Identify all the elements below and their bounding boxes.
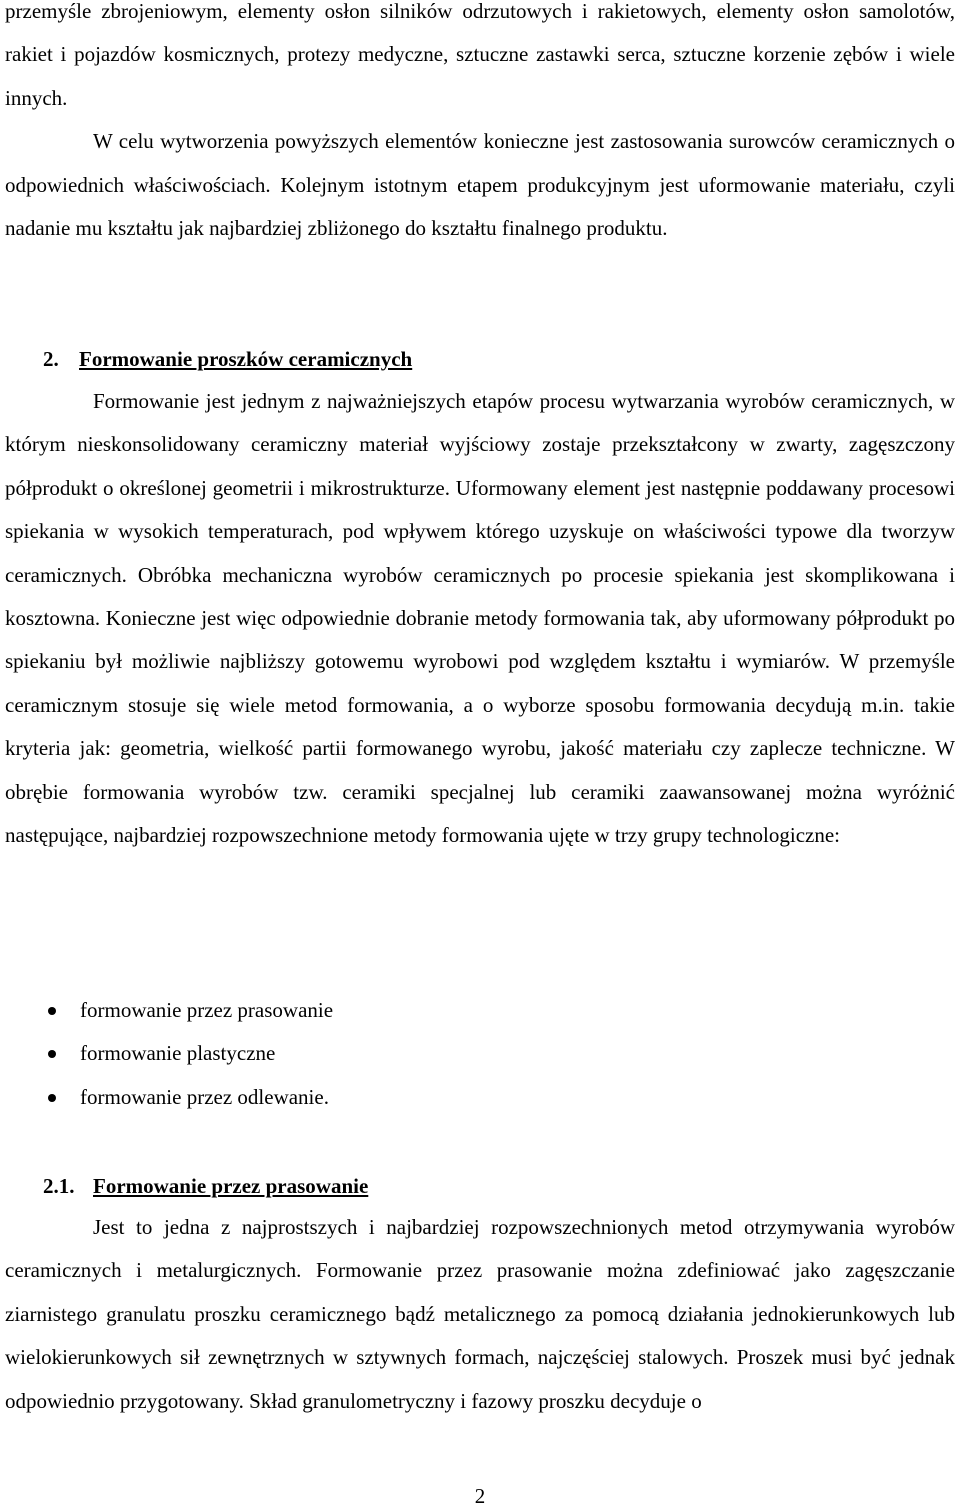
page-number: 2 [474,1484,486,1508]
list-item [5,989,955,1032]
section-2-1-paragraph: Jest to jedna z najprostszych i najbardziej rozpowszechnionych metod otrzymywania wyrobów ceramicznych i metalurgicznych. Formowanie przez prasowanie można zdefiniować jako zagęszczanie ziarnistego granulatu proszku ceramicznego bądź metalicznego za pomocą działania jednokierunkowych lub wielokierunkowych sił zewnętrznych w sztywnych formach, najczęściej stalowych. Proszek musi być jednak odpowiednio przygotowany. Skład granulometryczny i fazowy proszku decyduje o [5,1215,955,1413]
section-2-1-heading [5,1171,960,1201]
section-2-paragraph: Formowanie jest jednym z najważniejszych etapów procesu wytwarzania wyrobów ceramicznych, w którym nieskonsolidowany ceramiczny materiał wyjściowy zostaje przekształcony w zwarty, zagęszczony półprodukt o określonej geometrii i mikrostrukturze. Uformowany element jest następnie poddawany procesowi spiekania w wysokich temperaturach, pod wpływem którego uzyskuje on właściwości typowe dla tworzyw ceramicznych. Obróbka mechaniczna wyrobów ceramicznych po procesie spiekania jest skomplikowana i kosztowna. Konieczne jest więc odpowiednie dobranie metody formowania tak, aby uformowany półprodukt po spiekaniu był możliwie najbliższy gotowemu wyrobowi pod względem kształtu i wymiarów. W przemyśle ceramicznym stosuje się wiele metod formowania, a o wyborze sposobu formowania decydują m.in. takie kryteria jak: geometria, wielkość partii formowanego wyrobu, jakość materiału czy zaplecze techniczne. W obrębie formowania wyrobów tzw. ceramiki specjalnej lub ceramiki zaawansowanej można wyróżnić następujące, najbardziej rozpowszechnione metody formowania ujęte w trzy grupy technologiczne: [5,389,955,848]
section-2-title: Formowanie proszków ceramicznych [79,347,413,371]
bullet-list [5,989,955,1119]
list-item [5,1076,955,1119]
bullet-icon [48,1050,56,1058]
list-item-text: formowanie przez odlewanie. [80,1084,329,1109]
section-2-body [5,380,955,857]
intro-paragraph: przemyśle zbrojeniowym, elementy osłon silników odrzutowych i rakietowych, elementy osłon samolotów, rakiet i pojazdów kosmicznych, protezy medyczne, sztuczne zastawki serca, sztuczne korzenie zębów i wiele innych. [5,0,955,110]
section-2-1-body [5,1206,955,1423]
section-2-1-title: Formowanie przez prasowanie [93,1174,369,1198]
bullet-icon [48,1007,56,1015]
section-2-heading [5,344,960,374]
list-item-text: formowanie plastyczne [80,1041,276,1066]
intro-block [5,0,955,250]
section-2-1-number: 2.1. [43,1174,75,1198]
paragraph-2: W celu wytworzenia powyższych elementów konieczne jest zastosowania surowców ceramicznych o odpowiednich właściwościach. Kolejnym istotnym etapem produkcyjnym jest uformowanie materiału, czyli nadanie mu kształtu jak najbardziej zbliżonego do kształtu finalnego produktu. [5,129,955,241]
bullet-icon [48,1094,56,1102]
list-item [5,1032,955,1075]
list-item-text: formowanie przez prasowanie [80,998,334,1022]
section-2-number: 2. [43,347,59,371]
